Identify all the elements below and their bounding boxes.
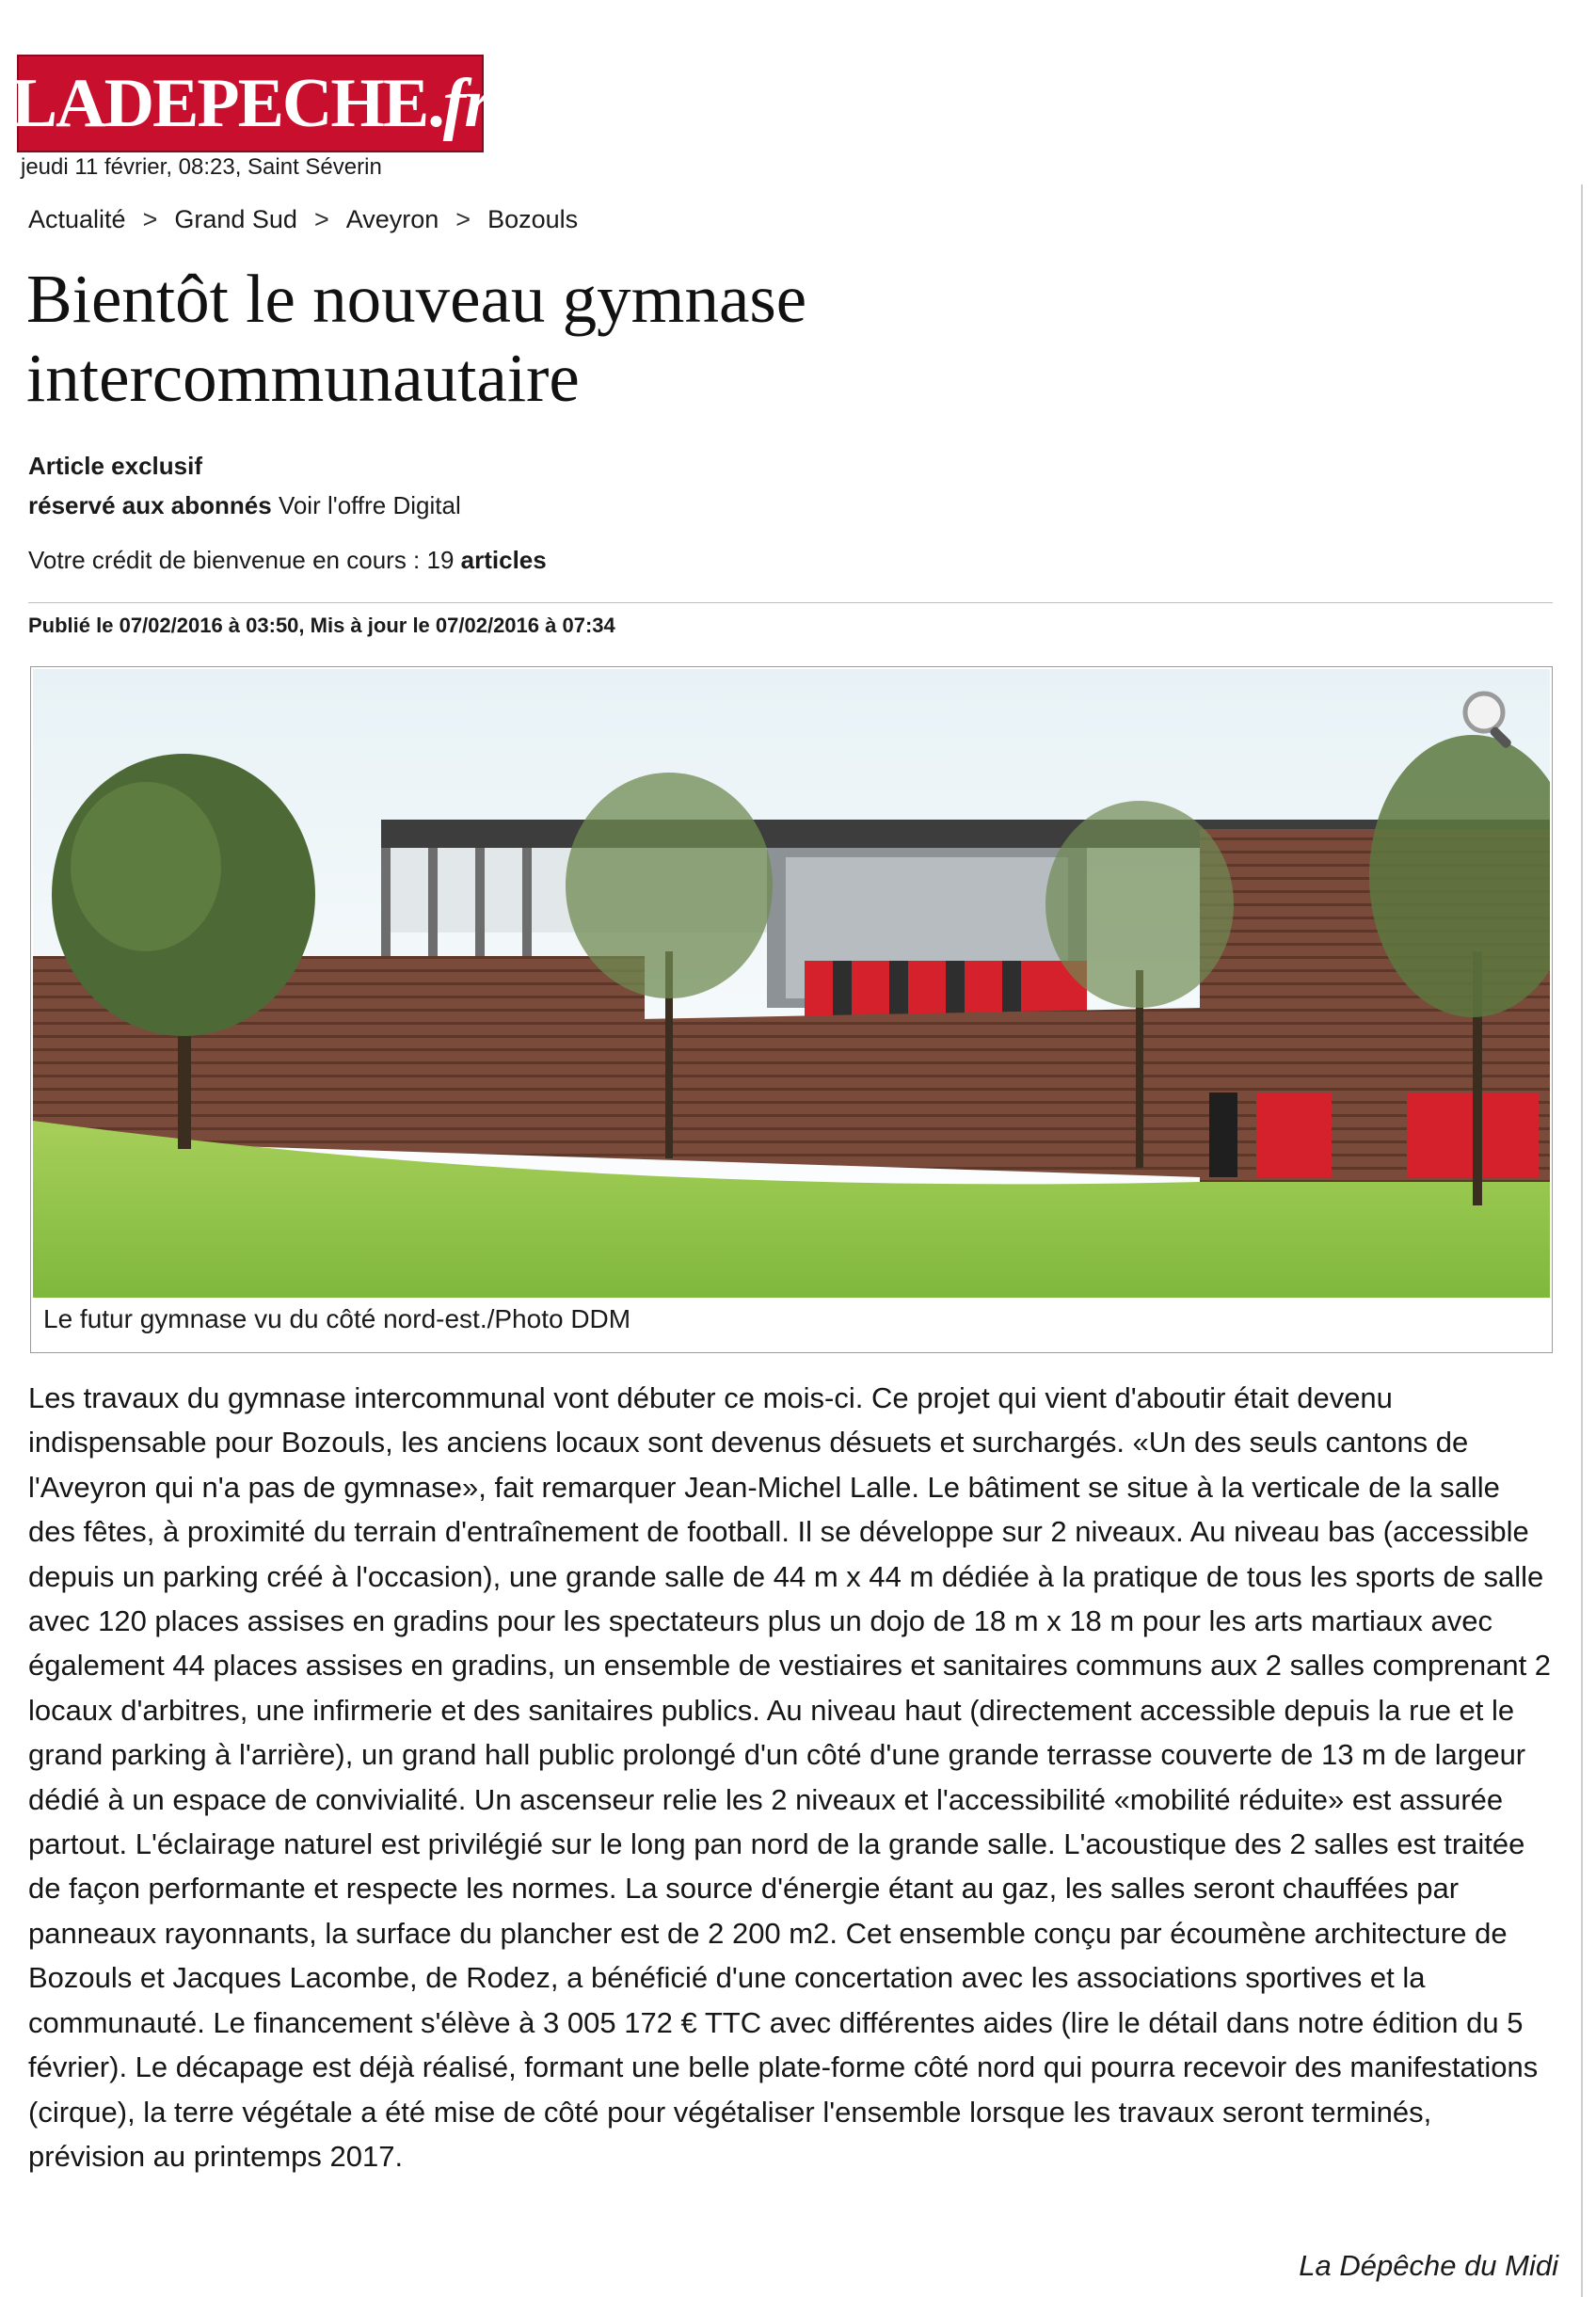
breadcrumb-item-actualite[interactable]: Actualité (28, 205, 126, 233)
credit-unit: articles (460, 546, 547, 574)
welcome-credit (28, 546, 547, 575)
exclusive-label: Article exclusif (28, 452, 202, 480)
divider (28, 602, 1553, 603)
breadcrumb-item-grand-sud[interactable]: Grand Sud (174, 205, 297, 233)
dateline: jeudi 11 février, 08:23, Saint Séverin (21, 154, 382, 180)
photo-caption: Le futur gymnase vu du côté nord-est./Photo DDM (43, 1304, 631, 1333)
source-signature: La Dépêche du Midi (1299, 2249, 1558, 2282)
breadcrumb-item-bozouls[interactable]: Bozouls (487, 205, 579, 233)
article-photo[interactable] (30, 666, 1553, 1353)
breadcrumb-separator: > (142, 205, 158, 233)
offer-link[interactable]: Voir l'offre Digital (278, 491, 461, 519)
published-date: Publié le 07/02/2016 à 03:50, Mis à jour le 07/02/2016 à 07:34 (28, 614, 615, 637)
article-title-line2: intercommunautaire (26, 340, 580, 416)
article-title (26, 260, 1061, 418)
article-body: Les travaux du gymnase intercommunal vont débuter ce mois-ci. Ce projet qui vient d'aboutir était devenu indispensable pour Bozouls, les anciens locaux sont devenus désuets et surchargés. «Un des seuls cantons de l'Aveyron qui n'a pas de gymnase», fait remarquer Jean-Michel Lalle. Le bâtiment se situe à la verticale de la salle des fêtes, à proximité du terrain d'entraînement de football. Il se développe sur 2 niveaux. Au niveau bas (accessible depuis un parking créé à l'occasion), une grande salle de 44 m x 44 m dédiée à la pratique de tous les sports de salle avec 120 places assises en gradins pour les spectateurs plus un dojo de 18 m x 18 m pour les arts martiaux avec également 44 places assises en gradins, un ensemble de vestiaires et sanitaires communs aux 2 salles comprenant 2 locaux d'arbitres, une infirmerie et des sanitaires publics. Au niveau haut (directement accessible depuis la rue et le grand parking à l'arrière), un grand hall public prolongé d'un côté d'une grande terrasse couverte de 13 m de largeur dédié à un espace de convivialité. Un ascenseur relie les 2 niveaux et l'accessibilité «mobilité réduite» est assurée partout. L'éclairage naturel est privilégié sur le long pan nord de la grande salle. L'acoustique des 2 salles est traitée de façon performante et respecte les normes. La source d'énergie étant au gaz, les salles seront chauffées par panneaux rayonnants, la surface du plancher est de 2 200 m2. Cet ensemble conçu par écoumène architecture de Bozouls et Jacques Lacombe, de Rodez, a bénéficié d'une concertation avec les associations sportives et la communauté. Le financement s'élève à 3 005 172 € TTC avec différentes aides (lire le détail dans notre édition du 5 février). Le décapage est déjà réalisé, formant une belle plate-forme côté nord qui pourra recevoir des manifestations (cirque), la terre végétale a été mise de côté pour végétaliser l'ensemble lorsque les travaux seront terminés, prévision au printemps 2017. (28, 1381, 1552, 2173)
article-title-line1: Bientôt le nouveau gymnase (26, 261, 807, 337)
breadcrumb-item-aveyron[interactable]: Aveyron (345, 205, 439, 233)
logo-text: LADEPECHE (10, 64, 428, 142)
logo-dot: . (427, 64, 443, 142)
breadcrumb-separator: > (455, 205, 471, 233)
exclusive-notice (28, 446, 461, 525)
credit-text: Votre crédit de bienvenue en cours : 19 (28, 546, 455, 574)
gymnasium-rendering (33, 669, 1550, 1298)
subscribers-label: réservé aux abonnés (28, 491, 272, 519)
logo-suffix: fr (442, 64, 490, 142)
page-divider (1581, 184, 1583, 2297)
magnifier-icon[interactable] (1458, 686, 1524, 752)
breadcrumb-separator: > (313, 205, 329, 233)
ladepeche-logo[interactable] (10, 55, 490, 152)
breadcrumb (28, 205, 578, 234)
